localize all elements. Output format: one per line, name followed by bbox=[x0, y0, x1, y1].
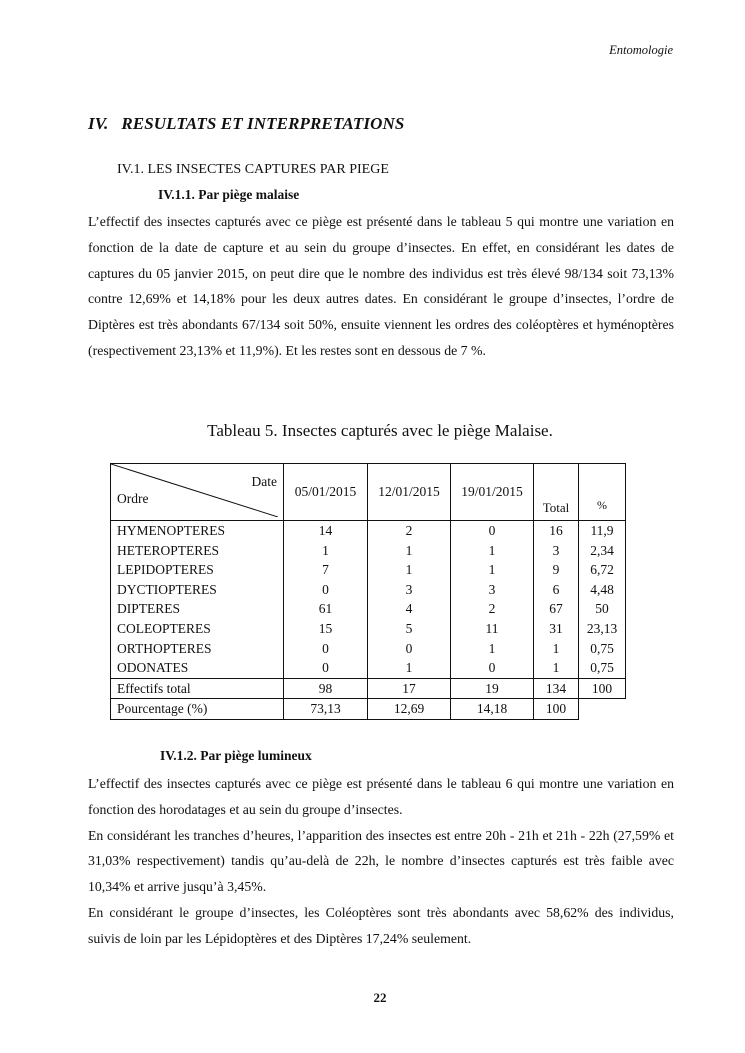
cell-ordre: ORTHOPTERES bbox=[111, 639, 284, 659]
cell-total: 3 bbox=[534, 541, 579, 561]
paragraph-lumineux-3: En considérant le groupe d’insectes, les Coléoptères sont très abondants avec 58,62% des individus, suivis de loin par les Lépidoptères et des Diptères 17,24% seulement. bbox=[88, 904, 674, 946]
cell-effectifs-d3: 19 bbox=[451, 678, 534, 699]
subsubsection-title-malaise: IV.1.1. Par piège malaise bbox=[158, 187, 300, 202]
cell-total: 1 bbox=[534, 639, 579, 659]
cell-total: 1 bbox=[534, 658, 579, 678]
cell-ordre: HYMENOPTERES bbox=[111, 521, 284, 541]
table-row bbox=[111, 541, 626, 561]
cell-pct: 50 bbox=[579, 599, 626, 619]
col-header-percent: % bbox=[579, 464, 626, 521]
table-row bbox=[111, 619, 626, 639]
cell-d2: 3 bbox=[368, 580, 451, 600]
cell-effectifs-d1: 98 bbox=[284, 678, 368, 699]
table-row bbox=[111, 521, 626, 541]
running-header: Entomologie bbox=[609, 43, 673, 57]
cell-d3: 3 bbox=[451, 580, 534, 600]
cell-pourcentage-total: 100 bbox=[534, 699, 579, 720]
cell-total: 6 bbox=[534, 580, 579, 600]
table-header-row bbox=[111, 464, 626, 521]
subsection-title: IV.1. LES INSECTES CAPTURES PAR PIEGE bbox=[117, 162, 389, 177]
cell-pct: 11,9 bbox=[579, 521, 626, 541]
table-5 bbox=[110, 463, 626, 720]
cell-d1: 7 bbox=[284, 560, 368, 580]
cell-d3: 1 bbox=[451, 541, 534, 561]
cell-ordre: COLEOPTERES bbox=[111, 619, 284, 639]
table-row bbox=[111, 580, 626, 600]
cell-d1: 0 bbox=[284, 580, 368, 600]
paragraph-malaise: L’effectif des insectes capturés avec ce piège est présenté dans le tableau 5 qui montre une variation en fonction de la date de capture et au sein du groupe d’insectes. En effet, en considérant les dates de captures du 05 janvier 2015, on peut dire que le nombre des individus est très élevé 98/134 soit 73,13% contre 12,69% et 14,18% pour les deux autres dates. En considérant le groupe d’insectes, l’ordre de Diptères est très abondants 67/134 soit 50%, ensuite viennent les ordres des coléoptères et hyménoptères (respectivement 23,13% et 11,9%). Et les restes sont en dessous de 7 %. bbox=[88, 214, 674, 358]
paragraph-lumineux-1: L’effectif des insectes capturés avec ce piège est présenté dans le tableau 6 qui montre une variation en fonction des horodatages et au sein du groupe d’insectes. bbox=[88, 776, 674, 817]
subsubsection-title-lumineux: IV.1.2. Par piège lumineux bbox=[160, 748, 312, 763]
cell-ordre: LEPIDOPTERES bbox=[111, 560, 284, 580]
cell-d3: 1 bbox=[451, 639, 534, 659]
cell-d3: 0 bbox=[451, 658, 534, 678]
table-row-effectifs-total bbox=[111, 678, 626, 699]
col-header-date2: 12/01/2015 bbox=[368, 464, 451, 521]
cell-total: 31 bbox=[534, 619, 579, 639]
cell-total: 16 bbox=[534, 521, 579, 541]
col-header-date1: 05/01/2015 bbox=[284, 464, 368, 521]
cell-d2: 1 bbox=[368, 658, 451, 678]
cell-pct: 4,48 bbox=[579, 580, 626, 600]
cell-pourcentage-label: Pourcentage (%) bbox=[111, 699, 284, 720]
table-row bbox=[111, 639, 626, 659]
cell-effectifs-d2: 17 bbox=[368, 678, 451, 699]
cell-pct: 0,75 bbox=[579, 658, 626, 678]
cell-total: 9 bbox=[534, 560, 579, 580]
table-row bbox=[111, 658, 626, 678]
section-title: IV. RESULTATS ET INTERPRETATIONS bbox=[88, 114, 405, 133]
cell-pct: 2,34 bbox=[579, 541, 626, 561]
cell-d3: 2 bbox=[451, 599, 534, 619]
cell-d1: 0 bbox=[284, 639, 368, 659]
table-row bbox=[111, 599, 626, 619]
cell-d1: 1 bbox=[284, 541, 368, 561]
cell-d3: 1 bbox=[451, 560, 534, 580]
cell-d2: 5 bbox=[368, 619, 451, 639]
table-corner-cell bbox=[111, 464, 284, 521]
cell-d1: 0 bbox=[284, 658, 368, 678]
table-caption: Tableau 5. Insectes capturés avec le piège Malaise. bbox=[207, 421, 553, 440]
cell-total: 67 bbox=[534, 599, 579, 619]
cell-ordre: HETEROPTERES bbox=[111, 541, 284, 561]
cell-d2: 1 bbox=[368, 541, 451, 561]
corner-label-date: Date bbox=[251, 474, 277, 489]
cell-pct: 0,75 bbox=[579, 639, 626, 659]
cell-pourcentage-d3: 14,18 bbox=[451, 699, 534, 720]
paragraph-lumineux bbox=[88, 771, 674, 952]
cell-ordre: DYCTIOPTERES bbox=[111, 580, 284, 600]
cell-pourcentage-d2: 12,69 bbox=[368, 699, 451, 720]
col-header-date3: 19/01/2015 bbox=[451, 464, 534, 521]
page-number: 22 bbox=[373, 990, 387, 1005]
cell-d2: 1 bbox=[368, 560, 451, 580]
table-row bbox=[111, 560, 626, 580]
cell-pct: 6,72 bbox=[579, 560, 626, 580]
cell-d2: 4 bbox=[368, 599, 451, 619]
cell-pct: 23,13 bbox=[579, 619, 626, 639]
cell-d2: 0 bbox=[368, 639, 451, 659]
cell-ordre: DIPTERES bbox=[111, 599, 284, 619]
cell-empty bbox=[579, 699, 626, 720]
cell-effectifs-label: Effectifs total bbox=[111, 678, 284, 699]
cell-effectifs-total: 134 bbox=[534, 678, 579, 699]
cell-d1: 14 bbox=[284, 521, 368, 541]
cell-d1: 61 bbox=[284, 599, 368, 619]
paragraph-lumineux-2: En considérant les tranches d’heures, l’apparition des insectes est entre 20h - 21h et 21h - 22h (27,59% et 31,03% respectivement) tandis qu’au-delà de 22h, le nombre d’insectes capturés est très faible avec 10,34% et arrive jusqu’à 3,45%. bbox=[88, 827, 674, 895]
cell-d3: 11 bbox=[451, 619, 534, 639]
cell-d1: 15 bbox=[284, 619, 368, 639]
cell-d3: 0 bbox=[451, 521, 534, 541]
cell-d2: 2 bbox=[368, 521, 451, 541]
col-header-total: Total bbox=[534, 464, 579, 521]
table-row-pourcentage bbox=[111, 699, 626, 720]
cell-effectifs-pct: 100 bbox=[579, 678, 626, 699]
cell-pourcentage-d1: 73,13 bbox=[284, 699, 368, 720]
cell-ordre: ODONATES bbox=[111, 658, 284, 678]
corner-label-ordre: Ordre bbox=[117, 491, 149, 506]
